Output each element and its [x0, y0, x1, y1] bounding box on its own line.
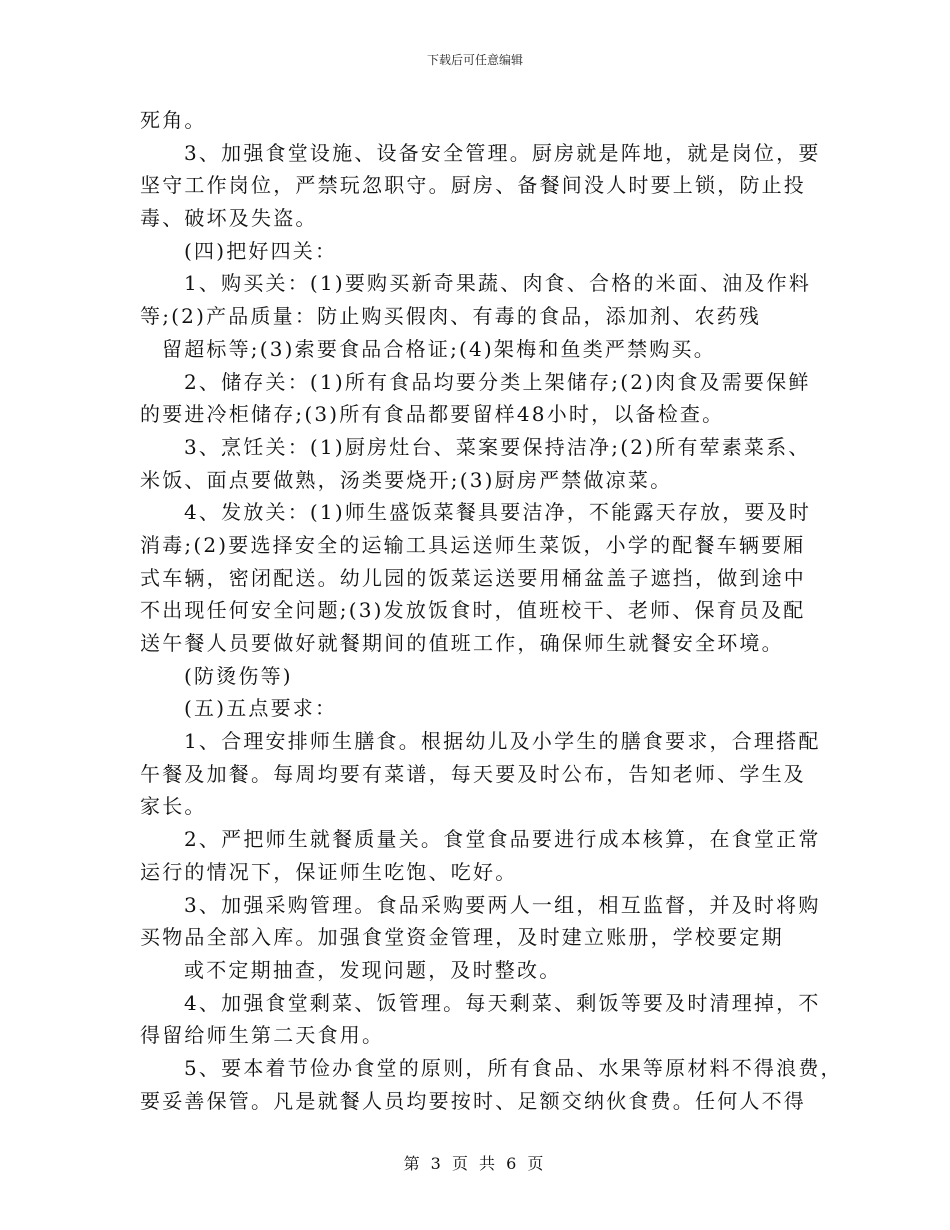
- text-line: 2、严把师生就餐质量关。食堂食品要进行成本核算，在食堂正常: [184, 827, 821, 852]
- text-line: 要妥善保管。凡是就餐人员均要按时、足额交纳伙食费。任何人不得: [140, 1088, 806, 1113]
- text-line: (防烫伤等): [184, 663, 293, 688]
- text-line: 米饭、面点要做熟，汤类要烧开;(3)厨房严禁做凉菜。: [140, 467, 673, 492]
- text-line: 3、烹饪关：(1)厨房灶台、菜案要保持洁净;(2)所有荤素菜系、: [184, 434, 811, 459]
- text-line: 3、加强采购管理。食品采购要两人一组，相互监督，并及时将购: [184, 892, 821, 917]
- text-line: 不出现任何安全问题;(3)发放饭食时，值班校干、老师、保育员及配: [140, 598, 806, 623]
- text-line: 买物品全部入库。加强食堂资金管理，及时建立账册，学校要定期: [140, 925, 784, 950]
- text-line: 5、要本着节俭办食堂的原则，所有食品、水果等原材料不得浪费，: [184, 1055, 843, 1080]
- text-line: 得留给师生第二天食用。: [140, 1023, 385, 1048]
- page-header: 下载后可任意编辑: [426, 53, 523, 67]
- text-line: 死角。: [140, 108, 207, 132]
- text-line: 2、储存关：(1)所有食品均要分类上架储存;(2)肉食及需要保鲜: [184, 369, 811, 394]
- text-line: 坚守工作岗位，严禁玩忽职守。厨房、备餐间没人时要上锁，防止投: [140, 173, 806, 198]
- text-line: 3、加强食堂设施、设备安全管理。厨房就是阵地，就是岗位，要: [184, 140, 821, 165]
- text-line: 运行的情况下，保证师生吃饱、吃好。: [140, 859, 518, 884]
- text-line: 的要进冷柜储存;(3)所有食品都要留样48小时，以备检查。: [140, 402, 725, 427]
- text-line: 消毒;(2)要选择安全的运输工具运送师生菜饭，小学的配餐车辆要厢: [140, 532, 806, 557]
- text-line: (四)把好四关：: [184, 238, 338, 263]
- text-line: 毒、破坏及失盗。: [140, 206, 318, 231]
- text-line: 式车辆，密闭配送。幼儿园的饭菜运送要用桶盆盖子遮挡，做到途中: [140, 565, 806, 590]
- text-line: 留超标等;(3)索要食品合格证;(4)架梅和鱼类严禁购买。: [162, 336, 716, 361]
- text-line: 或不定期抽查，发现问题，及时整改。: [184, 957, 562, 982]
- text-line: 等;(2)产品质量：防止购买假肉、有毒的食品，添加剂、农药残: [140, 304, 762, 329]
- text-line: 4、发放关：(1)师生盛饭菜餐具要洁净，不能露天存放，要及时: [184, 500, 812, 525]
- text-line: 4、加强食堂剩菜、饭管理。每天剩菜、剩饭等要及时清理掉，不: [184, 990, 821, 1015]
- text-line: 午餐及加餐。每周均要有菜谱，每天要及时公布，告知老师、学生及: [140, 761, 806, 786]
- text-line: (五)五点要求：: [184, 696, 338, 721]
- page-number: 第 3 页 共 6 页: [403, 1154, 547, 1173]
- text-line: 1、购买关：(1)要购买新奇果蔬、肉食、合格的米面、油及作料: [184, 271, 812, 296]
- document-body: [140, 104, 843, 1117]
- text-line: 1、合理安排师生膳食。根据幼儿及小学生的膳食要求，合理搭配: [184, 729, 821, 754]
- text-line: 送午餐人员要做好就餐期间的值班工作，确保师生就餐安全环境。: [140, 631, 784, 655]
- text-line: 家长。: [140, 794, 207, 819]
